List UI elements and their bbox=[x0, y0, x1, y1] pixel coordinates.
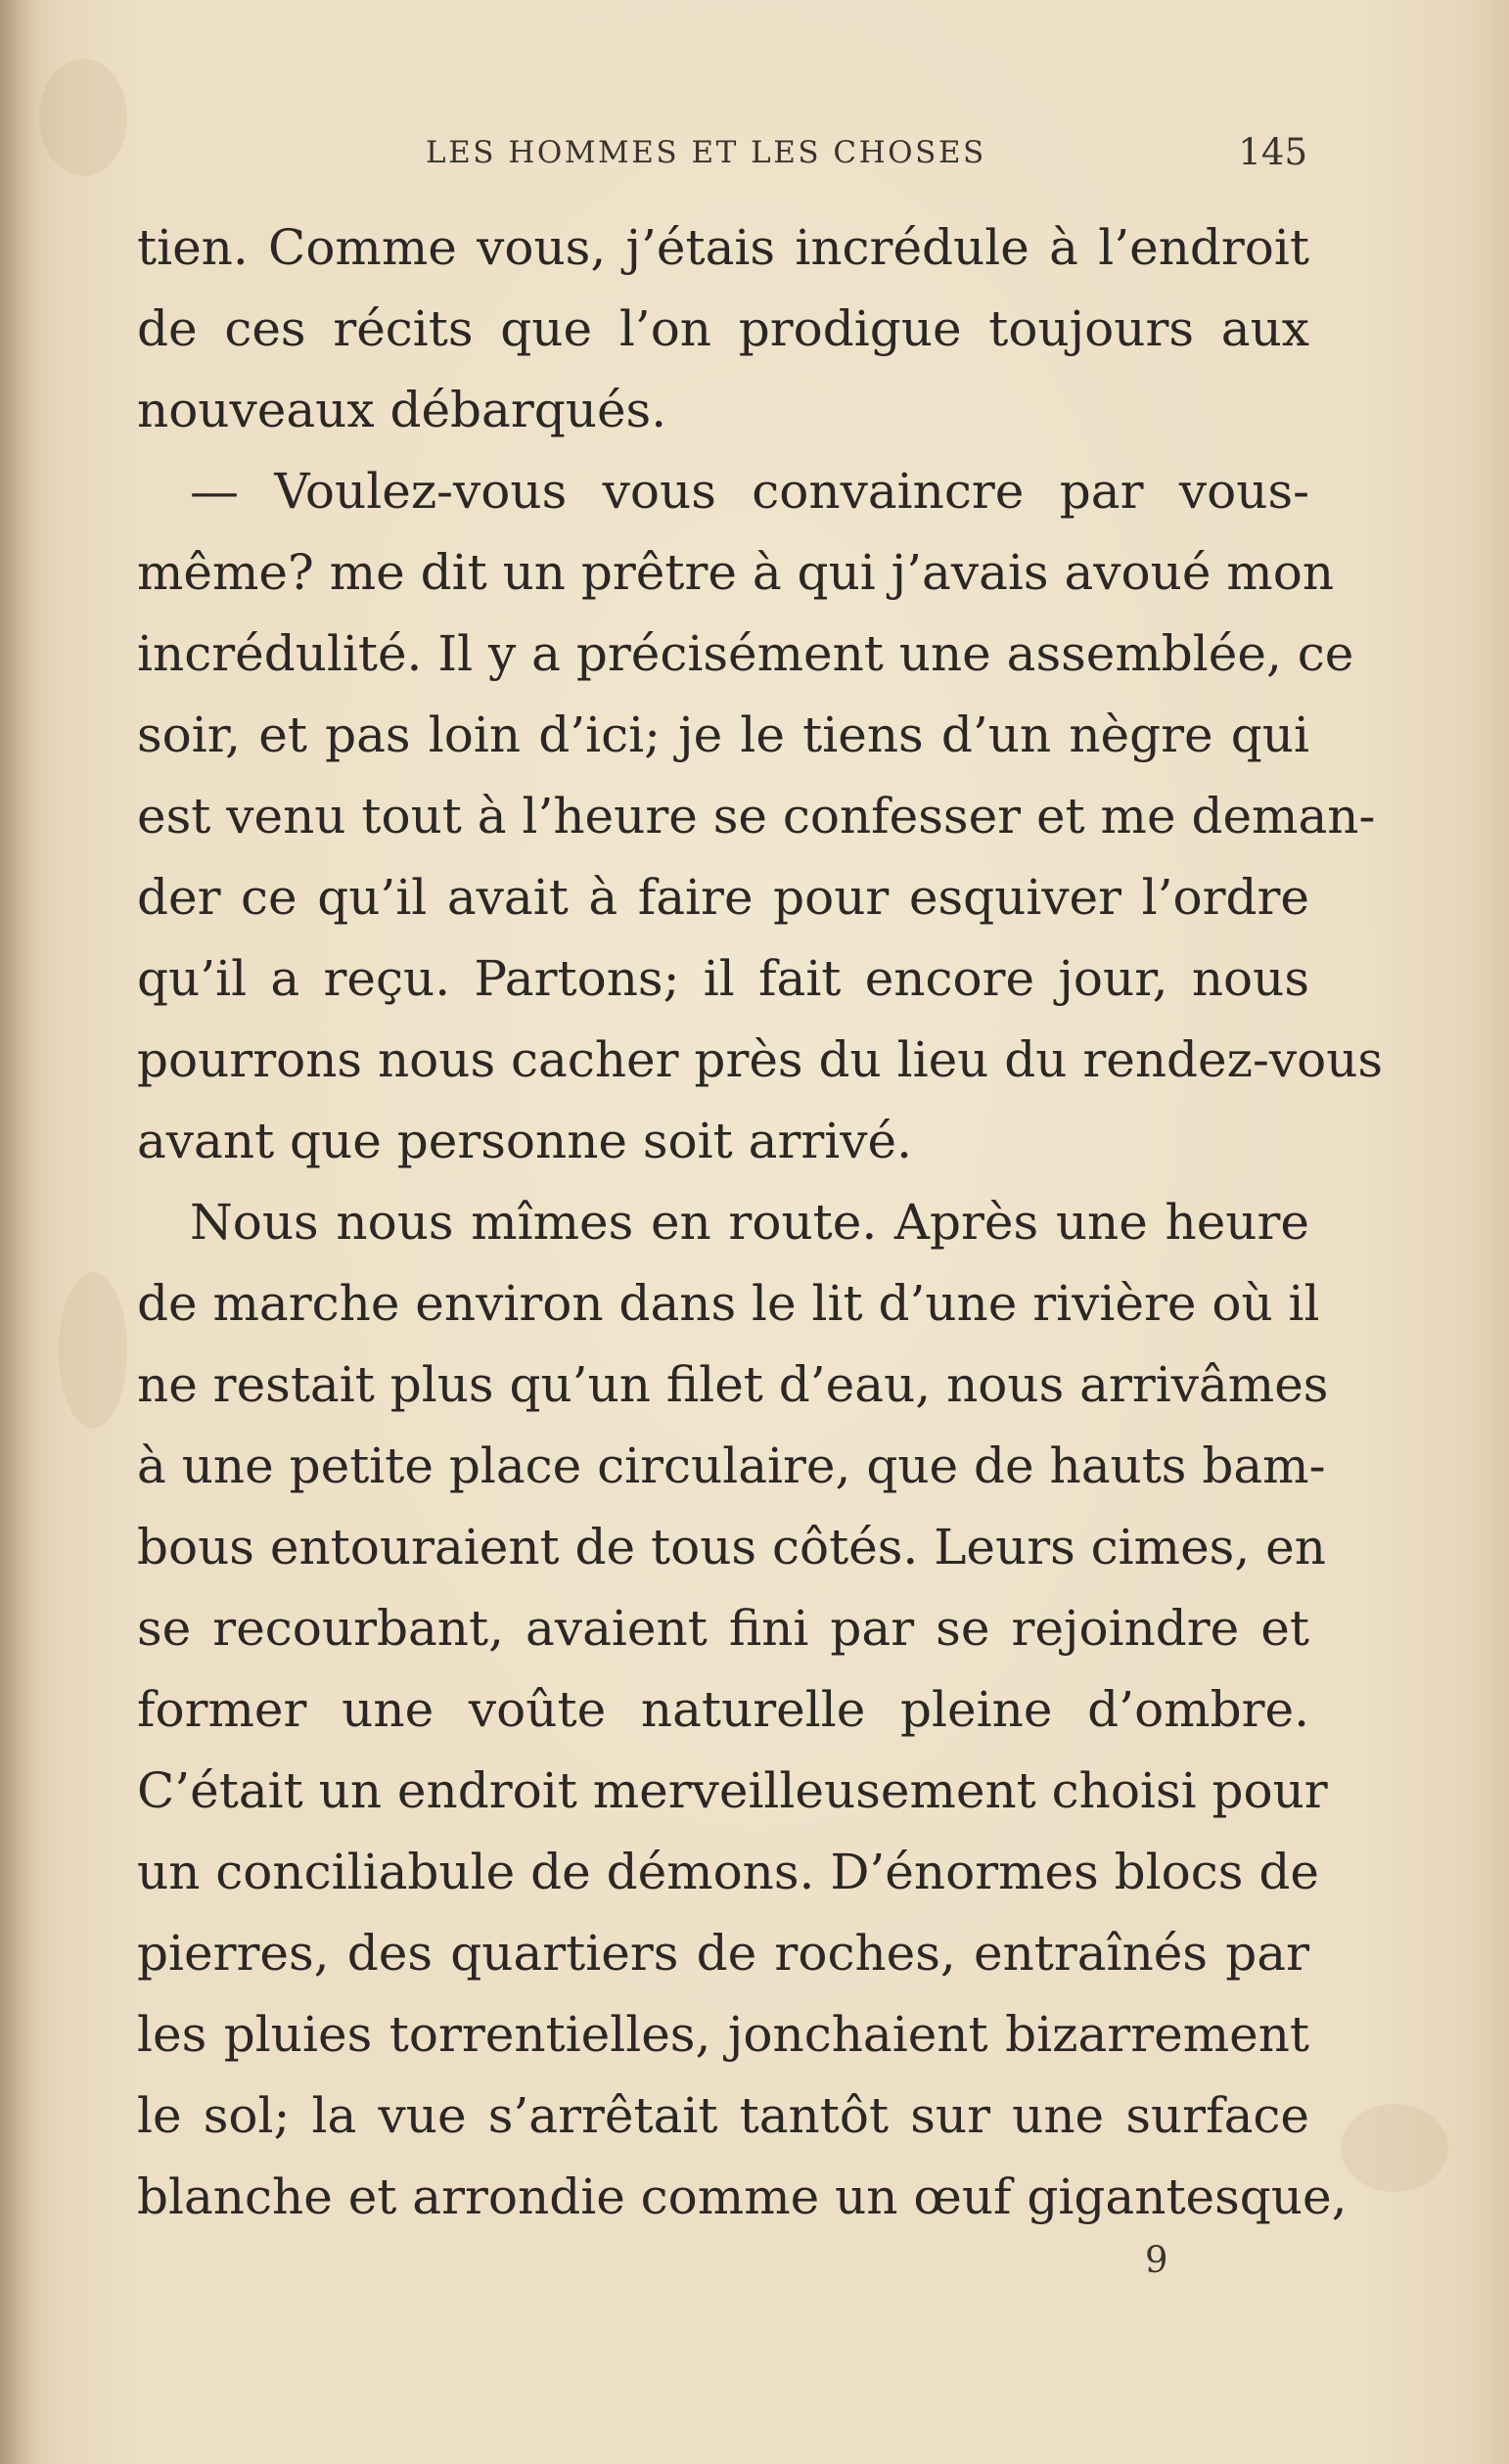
text-line: pourrons nous cacher près du lieu du rendez-vous bbox=[137, 1031, 1384, 1088]
text-line: C’était un endroit merveilleusement choisi pour bbox=[137, 1762, 1328, 1819]
text-line: se recourbant, avaient fini par se rejoindre et bbox=[137, 1600, 1309, 1657]
paper-stain bbox=[39, 59, 127, 176]
text-line: les pluies torrentielles, jonchaient bizarrement bbox=[137, 2006, 1309, 2063]
text-line: tien. Comme vous, j’étais incrédule à l’endroit bbox=[137, 219, 1309, 276]
text-line: former une voûte naturelle pleine d’ombre. bbox=[137, 1681, 1309, 1738]
running-head bbox=[137, 131, 1307, 178]
text-line: blanche et arrondie comme un œuf gigantesque, bbox=[137, 2168, 1348, 2225]
text-line: soir, et pas loin d’ici; je le tiens d’un nègre qui bbox=[137, 707, 1309, 763]
text-line: même? me dit un prêtre à qui j’avais avoué mon bbox=[137, 544, 1335, 601]
running-title: LES HOMMES ET LES CHOSES bbox=[426, 135, 986, 170]
text-line: qu’il a reçu. Partons; il fait encore jour, nous bbox=[137, 950, 1309, 1007]
paper-stain bbox=[1341, 2104, 1448, 2192]
text-line: nouveaux débarqués. bbox=[137, 382, 667, 438]
text-line: un conciliabule de démons. D’énormes blocs de bbox=[137, 1844, 1319, 1900]
text-line: à une petite place circulaire, que de hauts bam- bbox=[137, 1437, 1326, 1494]
text-line: der ce qu’il avait à faire pour esquiver l’ordre bbox=[137, 869, 1309, 926]
text-line: bous entouraient de tous côtés. Leurs cimes, en bbox=[137, 1519, 1326, 1575]
spine-shadow bbox=[0, 0, 37, 2464]
body-text bbox=[137, 207, 1384, 2238]
text-line: de ces récits que l’on prodigue toujours aux bbox=[137, 300, 1309, 357]
text-line: ne restait plus qu’un filet d’eau, nous arrivâmes bbox=[137, 1356, 1329, 1413]
text-line: Nous nous mîmes en route. Après une heure bbox=[190, 1194, 1309, 1251]
text-line: le sol; la vue s’arrêtait tantôt sur une surface bbox=[137, 2087, 1309, 2144]
page-number: 145 bbox=[1238, 131, 1307, 173]
text-line: incrédulité. Il y a précisément une assemblée, ce bbox=[137, 625, 1354, 682]
text-line: — Voulez-vous vous convaincre par vous- bbox=[190, 463, 1309, 520]
text-line: est venu tout à l’heure se confesser et me deman- bbox=[137, 788, 1376, 844]
text-line: de marche environ dans le lit d’une rivière où il bbox=[137, 1275, 1320, 1332]
paper-stain bbox=[59, 1272, 127, 1429]
text-line: avant que personne soit arrivé. bbox=[137, 1113, 912, 1169]
text-line: pierres, des quartiers de roches, entraînés par bbox=[137, 1925, 1309, 1982]
signature-mark: 9 bbox=[1145, 2239, 1168, 2281]
